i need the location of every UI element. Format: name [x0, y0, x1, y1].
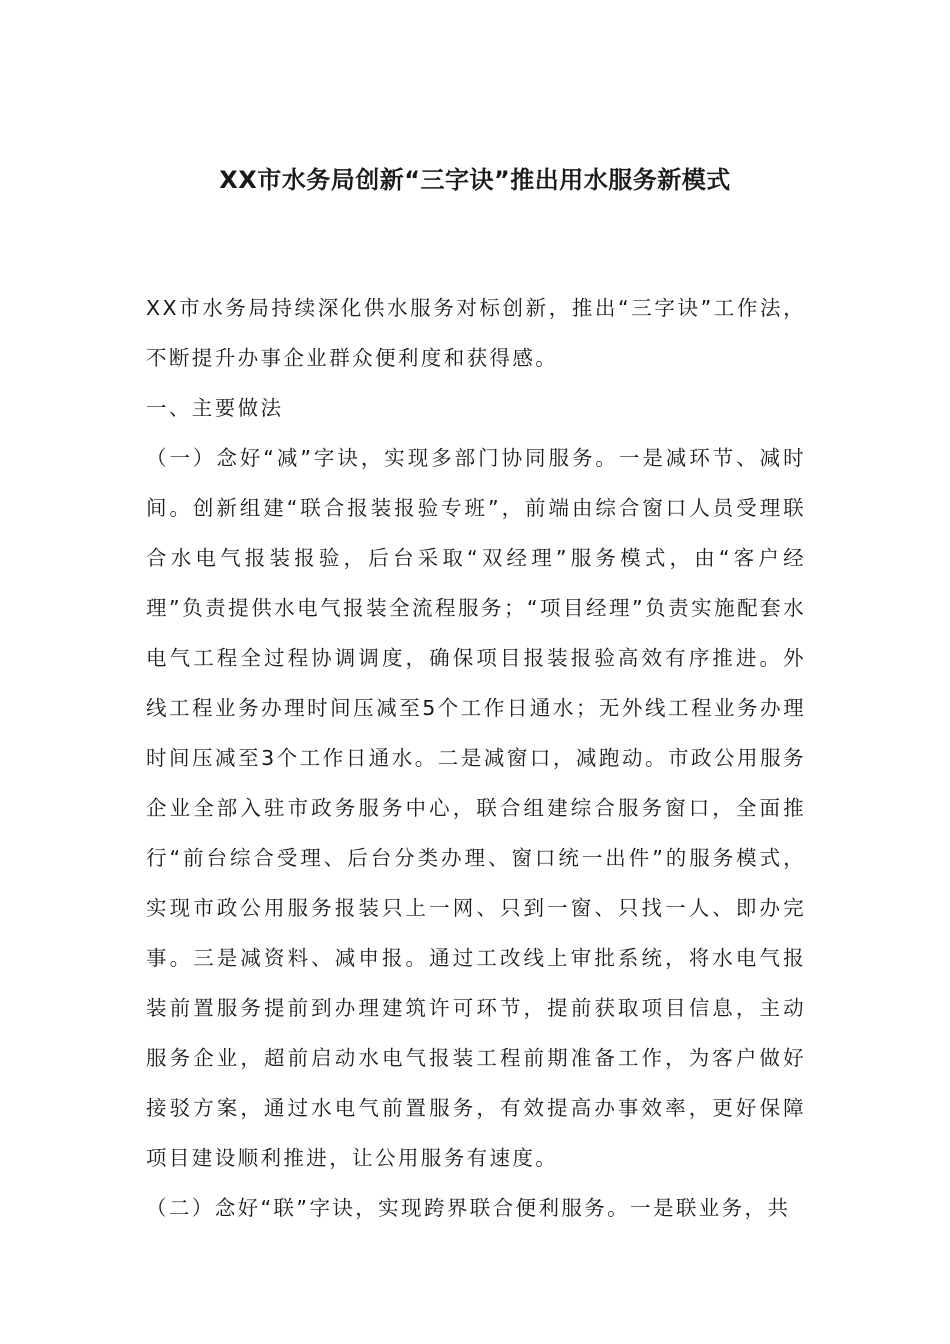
intro-paragraph: XX市水务局持续深化供水服务对标创新，推出“三字诀”工作法，不断提升办事企业群众便利度和获得感。 — [146, 296, 806, 370]
section-heading: 一、主要做法 — [146, 396, 284, 420]
document-body — [146, 283, 806, 1233]
document-title: XX市水务局创新“三字诀”推出用水服务新模式 — [219, 166, 731, 194]
paragraph-unite: （二）念好“联”字诀，实现跨界联合便利服务。一是联业务，共 — [146, 1196, 791, 1220]
paragraph-reduce: （一）念好“减”字诀，实现多部门协同服务。一是减环节、减时间。创新组建“联合报装报验专班”，前端由综合窗口人员受理联合水电气报装报验，后台采取“双经理”服务模式，由“客户经理”负责提供水电气报装全流程服务；“项目经理”负责实施配套水电气工程全过程协调调度，确保项目报装报验高效有序推进。外线工程业务办理时间压减至5个工作日通水；无外线工程业务办理时间压减至3个工作日通水。二是减窗口，减跑动。市政公用服务企业全部入驻市政务服务中心，联合组建综合服务窗口，全面推行“前台综合受理、后台分类办理、窗口统一出件”的服务模式，实现市政公用服务报装只上一网、只到一窗、只找一人、即办完事。三是减资料、减申报。通过工改线上审批系统，将水电气报装前置服务提前到办理建筑许可环节，提前获取项目信息，主动服务企业，超前启动水电气报装工程前期准备工作，为客户做好接驳方案，通过水电气前置服务，有效提高办事效率，更好保障项目建设顺利推进，让公用服务有速度。 — [146, 446, 806, 1170]
